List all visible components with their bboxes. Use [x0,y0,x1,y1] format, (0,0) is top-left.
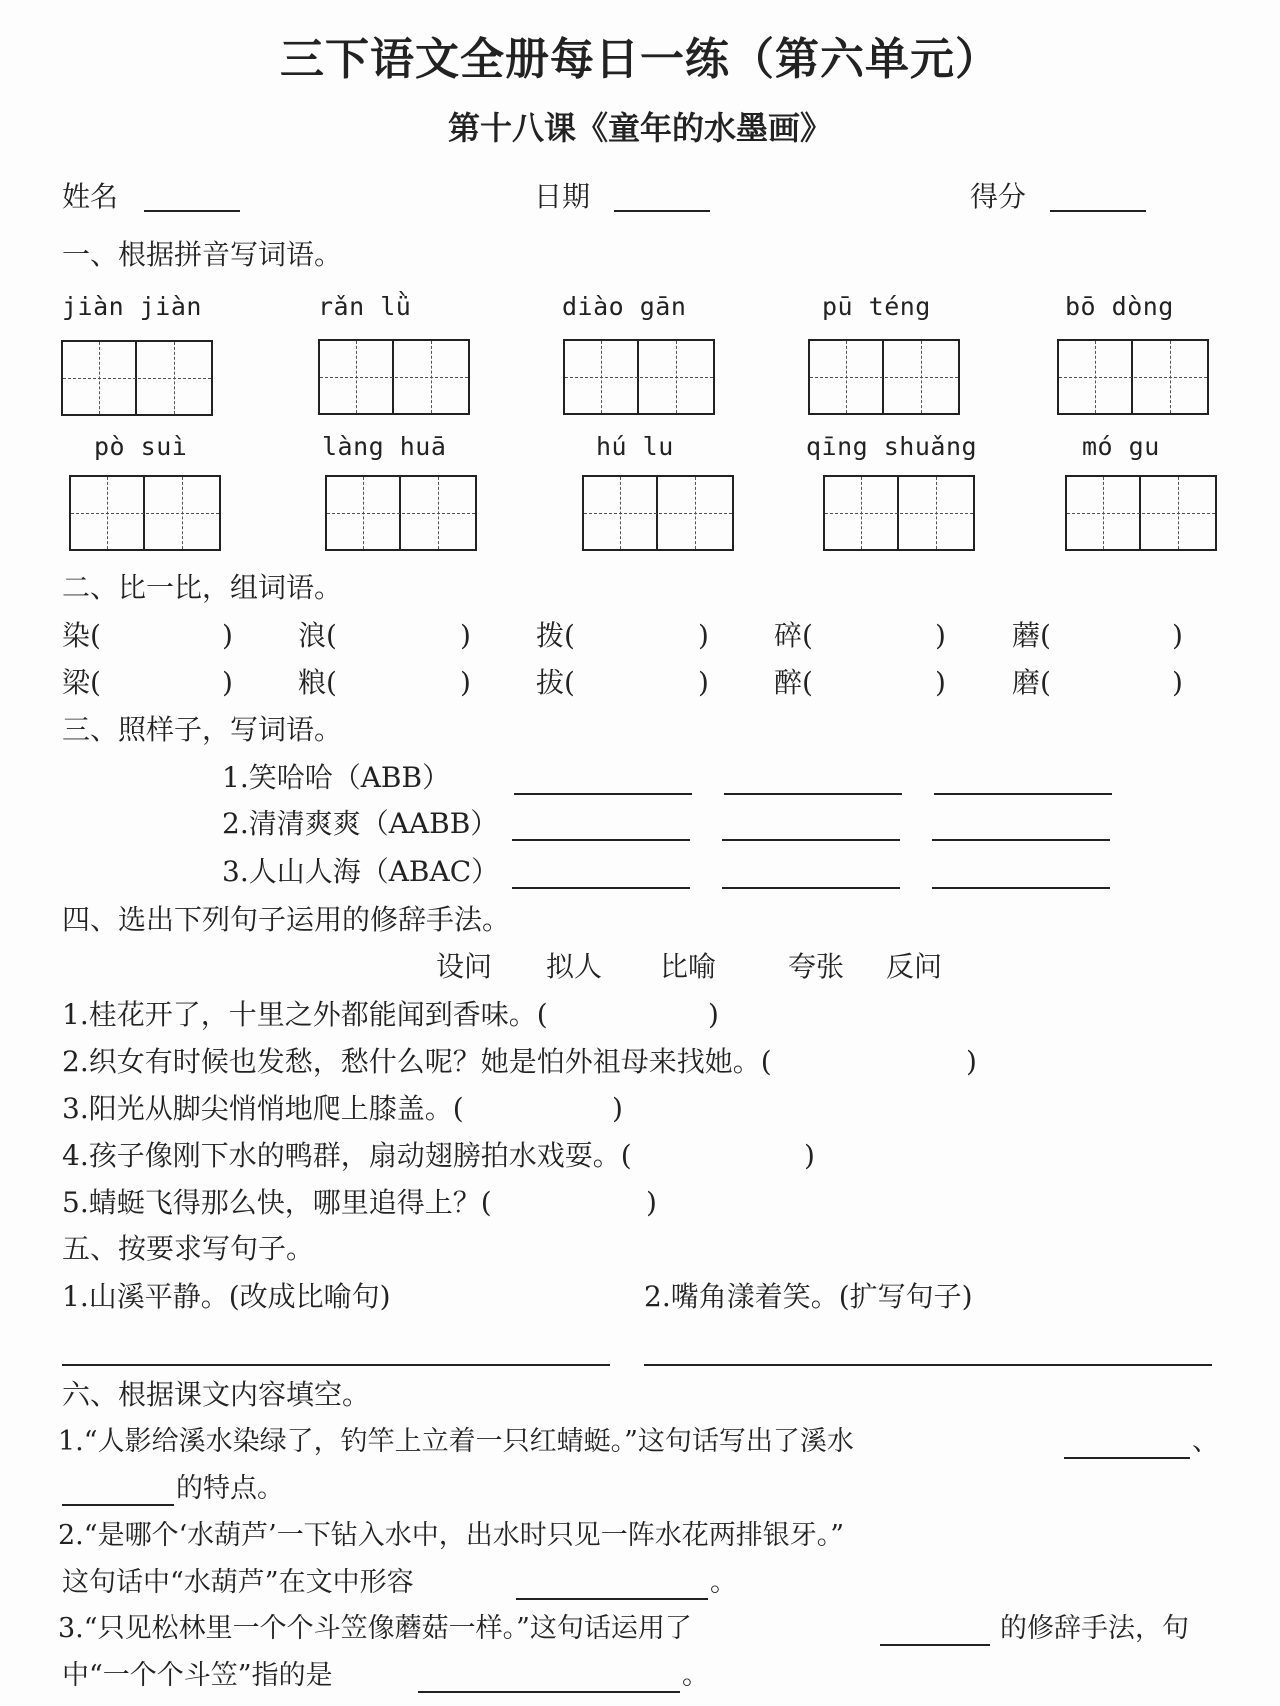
fill-text: 中“一个个斗笠”指的是 [62,1660,333,1691]
fill-question: 2.“是哪个‘水葫芦’一下钻入水中，出水时只见一阵水花两排银牙。” [58,1520,845,1551]
paren-close: ) [1172,666,1183,699]
paren-close: ) [222,666,233,699]
fill-text: 的修辞手法，句 [1000,1613,1189,1644]
pinyin-label: diào gān [562,292,687,321]
pinyin-label: pò suì [94,432,188,461]
rhetoric-question: 3.阳光从脚尖悄悄地爬上膝盖。( [62,1092,464,1125]
answer-line[interactable] [722,887,900,889]
section2-heading: 二、比一比，组词语。 [62,571,343,604]
compare-char: 梁( [62,666,101,699]
answer-line[interactable] [724,793,902,795]
writing-box[interactable] [563,339,715,415]
date-field[interactable] [614,210,710,212]
rhetoric-option: 反问 [886,950,943,983]
paren-close: ) [1172,619,1183,652]
compare-char: 粮( [298,666,337,699]
name-field[interactable] [144,210,240,212]
answer-line[interactable] [644,1364,1212,1366]
pinyin-label: rǎn lǜ [318,292,412,321]
score-label: 得分 [970,180,1027,213]
rhetoric-option: 设问 [436,950,493,983]
compare-char: 浪( [298,619,337,652]
writing-box[interactable] [808,339,960,415]
answer-line[interactable] [934,793,1112,795]
pinyin-label: pū téng [822,292,931,321]
writing-box[interactable] [823,475,975,551]
section3-heading: 三、照样子，写词语。 [62,713,343,746]
writing-box[interactable] [1065,475,1217,551]
compare-char: 拨( [536,619,575,652]
rhetoric-option: 夸张 [788,950,845,983]
fill-punct: 、 [1192,1426,1219,1457]
compare-char: 碎( [774,619,813,652]
paren-close: ) [612,1092,623,1125]
pattern-item: 2.清清爽爽（AABB） [222,807,499,840]
writing-box[interactable] [318,339,470,415]
pattern-item: 3.人山人海（ABAC） [222,855,500,888]
writing-box[interactable] [69,475,221,551]
compare-char: 磨( [1012,666,1051,699]
answer-line[interactable] [880,1644,990,1646]
section6-heading: 六、根据课文内容填空。 [62,1378,371,1411]
writing-box[interactable] [582,475,734,551]
pinyin-label: làng huā [322,432,447,461]
paren-close: ) [646,1186,657,1219]
paren-close: ) [708,998,719,1031]
paren-close: ) [460,666,471,699]
answer-line[interactable] [512,887,690,889]
date-label: 日期 [534,180,591,213]
page-subtitle: 第十八课《童年的水墨画》 [447,109,832,147]
pinyin-label: jiàn jiàn [62,292,202,321]
fill-question: 3.“只见松林里一个个斗笠像蘑菇一样。”这句话运用了 [58,1613,692,1644]
paren-close: ) [935,619,946,652]
answer-line[interactable] [62,1364,610,1366]
answer-line[interactable] [932,887,1110,889]
paren-close: ) [804,1139,815,1172]
pinyin-label: hú lu [596,432,674,461]
paren-close: ) [222,619,233,652]
section5-heading: 五、按要求写句子。 [62,1232,315,1265]
pattern-item: 1.笑哈哈（ABB） [222,761,451,794]
fill-question: 1.“人影给溪水染绿了，钓竿上立着一只红蜻蜓。”这句话写出了溪水 [58,1426,854,1457]
pinyin-label: qīng shuǎng [806,432,978,461]
fill-text: 的特点。 [176,1473,284,1504]
writing-box[interactable] [1057,339,1209,415]
rhetoric-question: 2.织女有时候也发愁，愁什么呢？她是怕外祖母来找她。( [62,1045,772,1078]
rhetoric-question: 4.孩子像刚下水的鸭群，扇动翅膀拍水戏耍。( [62,1139,632,1172]
pinyin-label: mó gu [1082,432,1160,461]
paren-close: ) [966,1045,977,1078]
compare-char: 醉( [774,666,813,699]
writing-box[interactable] [61,340,213,416]
paren-close: ) [698,666,709,699]
compare-char: 染( [62,619,101,652]
sentence-task: 2.嘴角漾着笑。(扩写句子) [644,1280,973,1313]
answer-line[interactable] [514,793,692,795]
answer-line[interactable] [516,1598,708,1600]
answer-line[interactable] [1064,1457,1190,1459]
score-field[interactable] [1050,210,1146,212]
pinyin-label: bō dòng [1065,292,1174,321]
rhetoric-question: 1.桂花开了，十里之外都能闻到香味。( [62,998,548,1031]
compare-char: 蘑( [1012,619,1051,652]
rhetoric-option: 拟人 [546,950,603,983]
section4-heading: 四、选出下列句子运用的修辞手法。 [62,903,511,936]
answer-line[interactable] [62,1504,174,1506]
answer-line[interactable] [932,839,1110,841]
fill-punct: 。 [682,1660,709,1691]
sentence-task: 1.山溪平静。(改成比喻句) [62,1280,391,1313]
answer-line[interactable] [512,839,690,841]
fill-text: 这句话中“水葫芦”在文中形容 [62,1567,414,1598]
page-title: 三下语文全册每日一练（第六单元） [280,34,1000,85]
paren-close: ) [460,619,471,652]
compare-char: 拔( [536,666,575,699]
answer-line[interactable] [722,839,900,841]
name-label: 姓名 [62,180,119,213]
fill-punct: 。 [710,1567,737,1598]
writing-box[interactable] [325,475,477,551]
paren-close: ) [698,619,709,652]
rhetoric-option: 比喻 [660,950,717,983]
answer-line[interactable] [418,1691,680,1693]
section1-heading: 一、根据拼音写词语。 [62,238,343,271]
rhetoric-question: 5.蜻蜓飞得那么快，哪里追得上？( [62,1186,492,1219]
paren-close: ) [935,666,946,699]
